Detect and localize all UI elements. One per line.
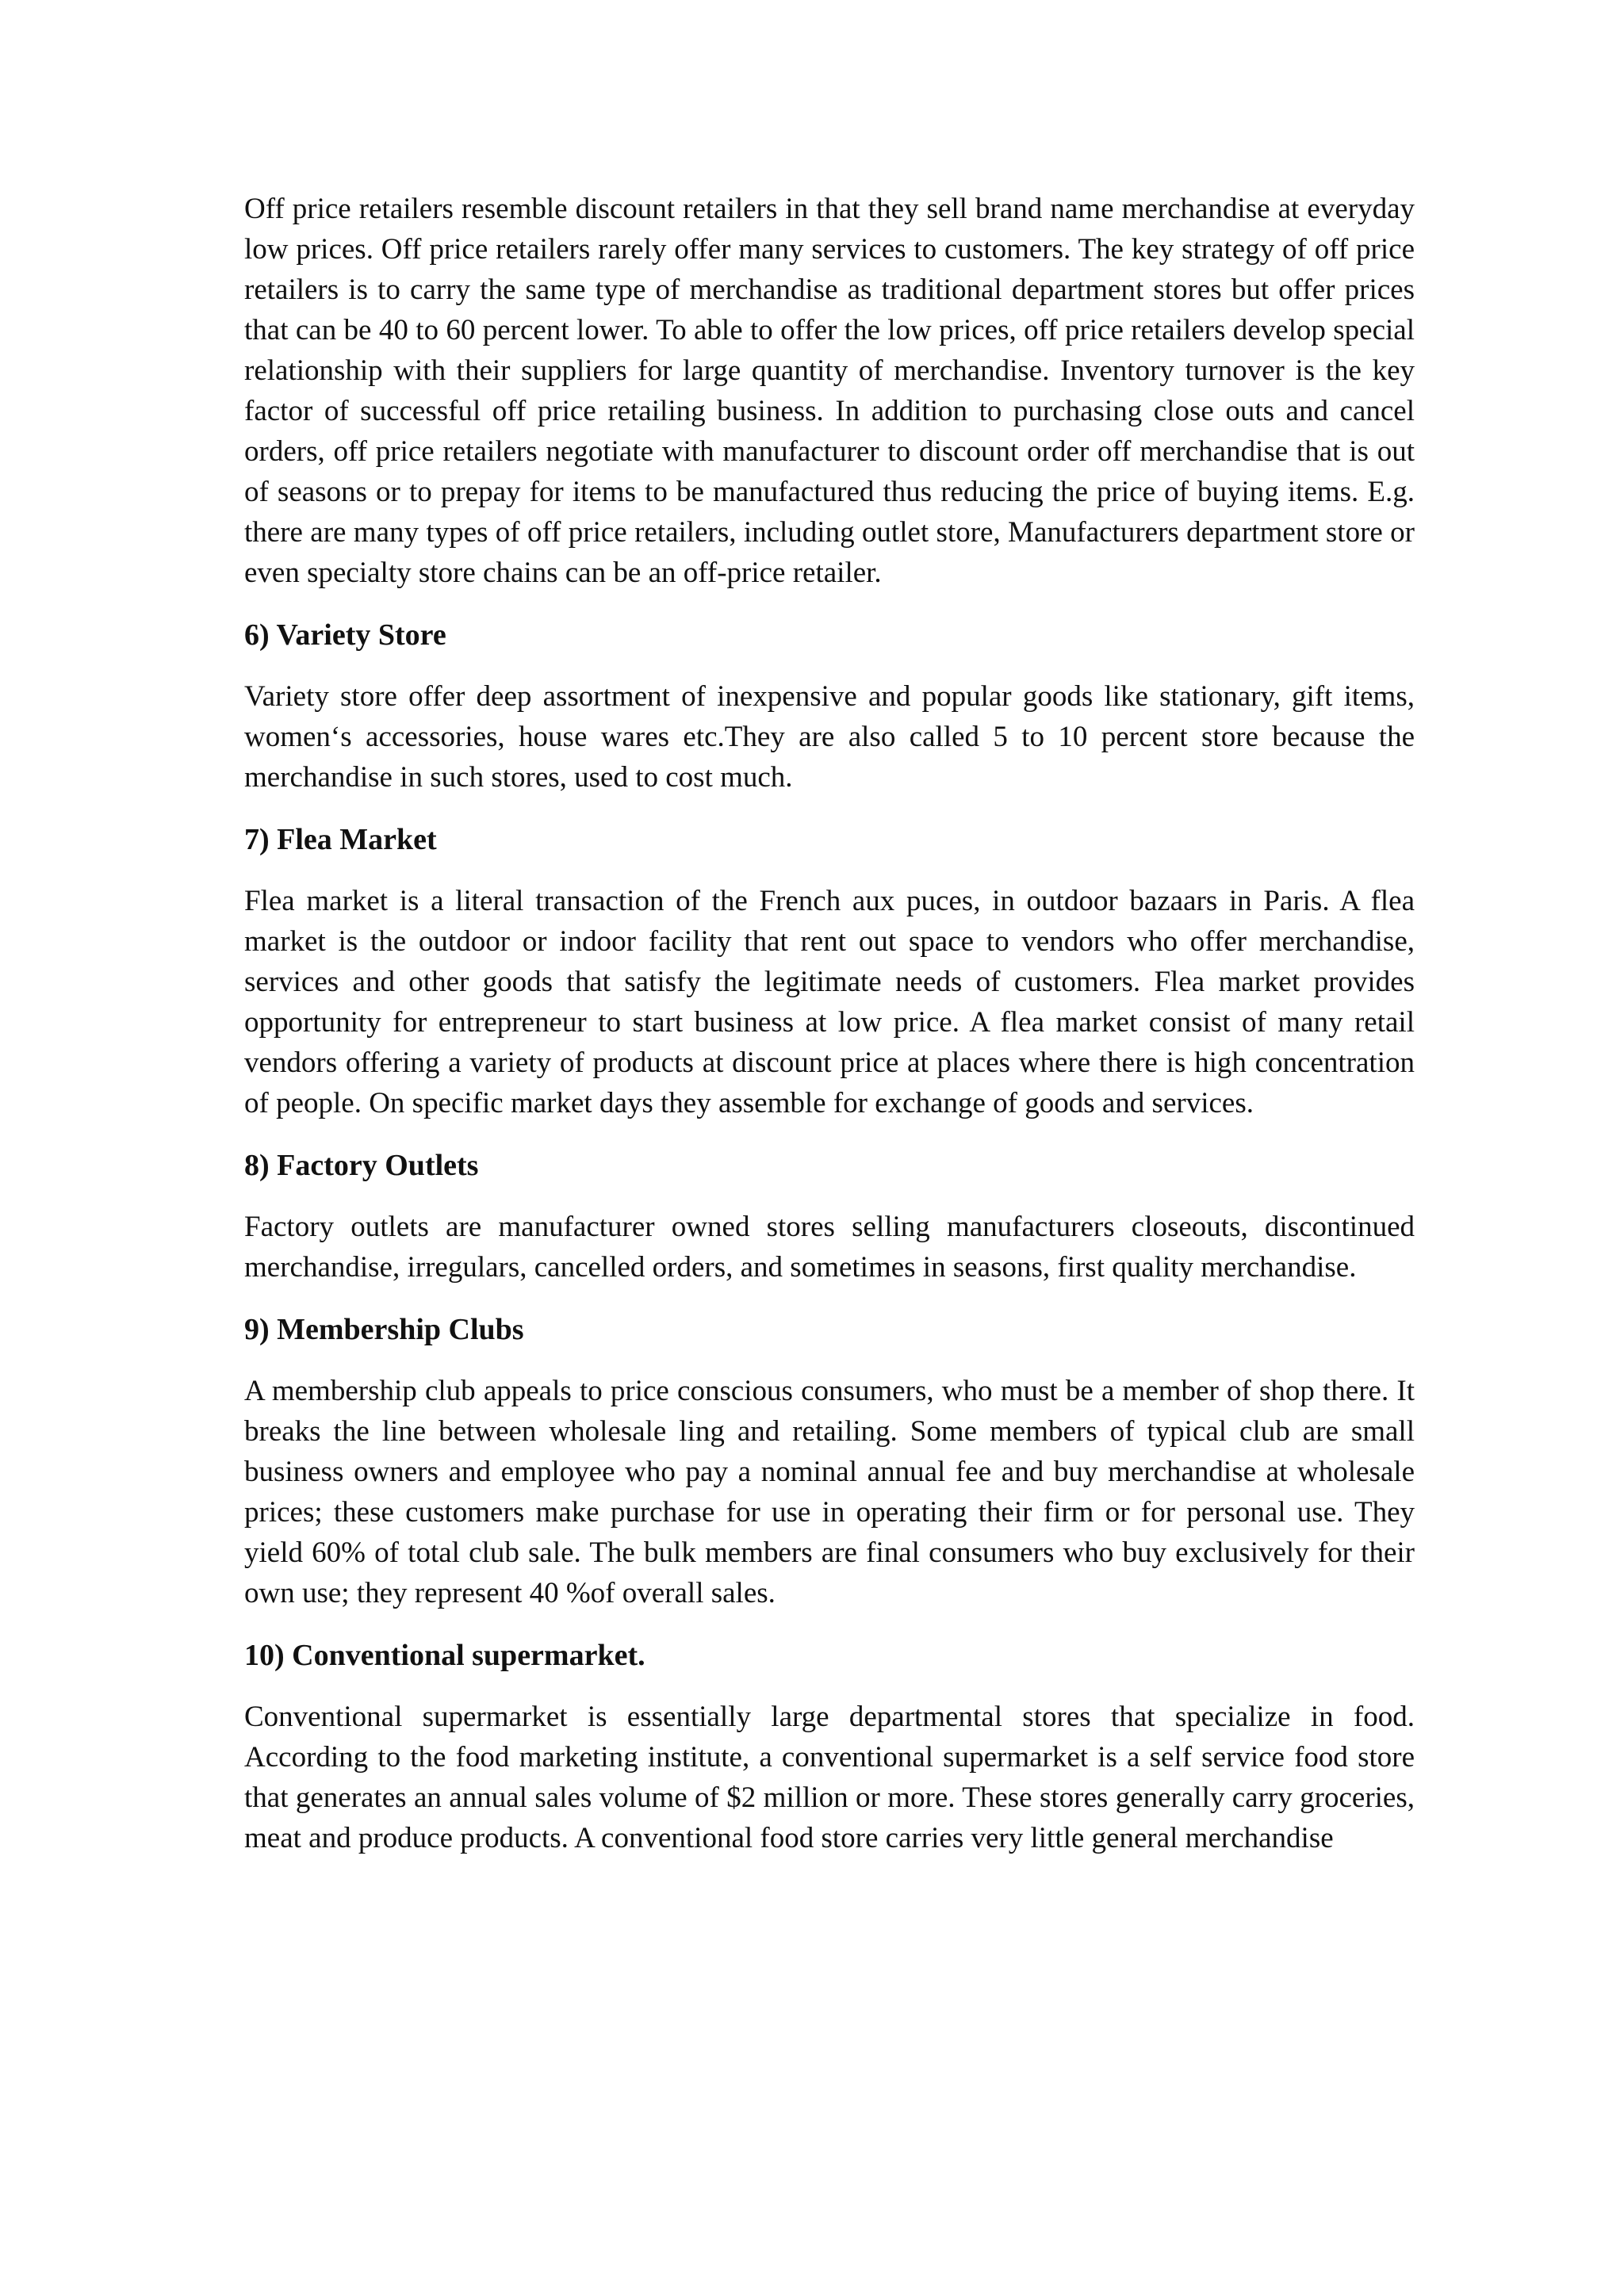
section-heading-variety-store: 6) Variety Store — [244, 618, 446, 652]
section-heading-flea-market: 7) Flea Market — [244, 823, 437, 856]
section-body-conventional-supermarket: Conventional supermarket is essentially large departmental stores that specialize in food. According to the food marketing institute, a conventional supermarket is a self service food store that generates an annual sales volume of $2 million or more. These stores generally carry groceries, meat and produce products. A conventional food store carries very little general merchandise — [244, 1701, 1415, 1854]
section-body-variety-store: Variety store offer deep assortment of inexpensive and popular goods like stationary, gift items, women‘s accessories, house wares etc.They are also called 5 to 10 percent store because the merchandise in such stores, used to cost much. — [244, 680, 1415, 794]
section-heading-conventional-supermarket: 10) Conventional supermarket. — [244, 1639, 645, 1672]
intro-paragraph: Off price retailers resemble discount retailers in that they sell brand name merchandise at everyday low prices. Off price retailers rarely offer many services to customers. The key strategy of off price retailers is to carry the same type of merchandise as traditional department stores but offer prices that can be 40 to 60 percent lower. To able to offer the low prices, off price retailers develop special relationship with their suppliers for large quantity of merchandise. Inventory turnover is the key factor of successful off price retailing business. In addition to purchasing close outs and cancel orders, off price retailers negotiate with manufacturer to discount order off merchandise that is out of seasons or to prepay for items to be manufactured thus reducing the price of buying items. E.g. there are many types of off price retailers, including outlet store, Manufacturers department store or even specialty store chains can be an off-price retailer. — [244, 193, 1415, 589]
section-heading-membership-clubs: 9) Membership Clubs — [244, 1313, 524, 1346]
document-page — [244, 189, 1415, 1881]
section-heading-factory-outlets: 8) Factory Outlets — [244, 1149, 479, 1182]
section-body-flea-market: Flea market is a literal transaction of the French aux puces, in outdoor bazaars in Paris. A flea market is the outdoor or indoor facility that rent out space to vendors who offer merchandise, services and other goods that satisfy the legitimate needs of customers. Flea market provides opportunity for entrepreneur to start business at low price. A flea market consist of many retail vendors offering a variety of products at discount price at places where there is high concentration of people. On specific market days they assemble for exchange of goods and services. — [244, 885, 1415, 1119]
section-body-membership-clubs: A membership club appeals to price conscious consumers, who must be a member of shop there. It breaks the line between wholesale ling and retailing. Some members of typical club are small business owners and employee who pay a nominal annual fee and buy merchandise at wholesale prices; these customers make purchase for use in operating their firm or for personal use. They yield 60% of total club sale. The bulk members are final consumers who buy exclusively for their own use; they represent 40 %of overall sales. — [244, 1375, 1415, 1609]
section-body-factory-outlets: Factory outlets are manufacturer owned stores selling manufacturers closeouts, discontinued merchandise, irregulars, cancelled orders, and sometimes in seasons, first quality merchandise. — [244, 1211, 1415, 1284]
